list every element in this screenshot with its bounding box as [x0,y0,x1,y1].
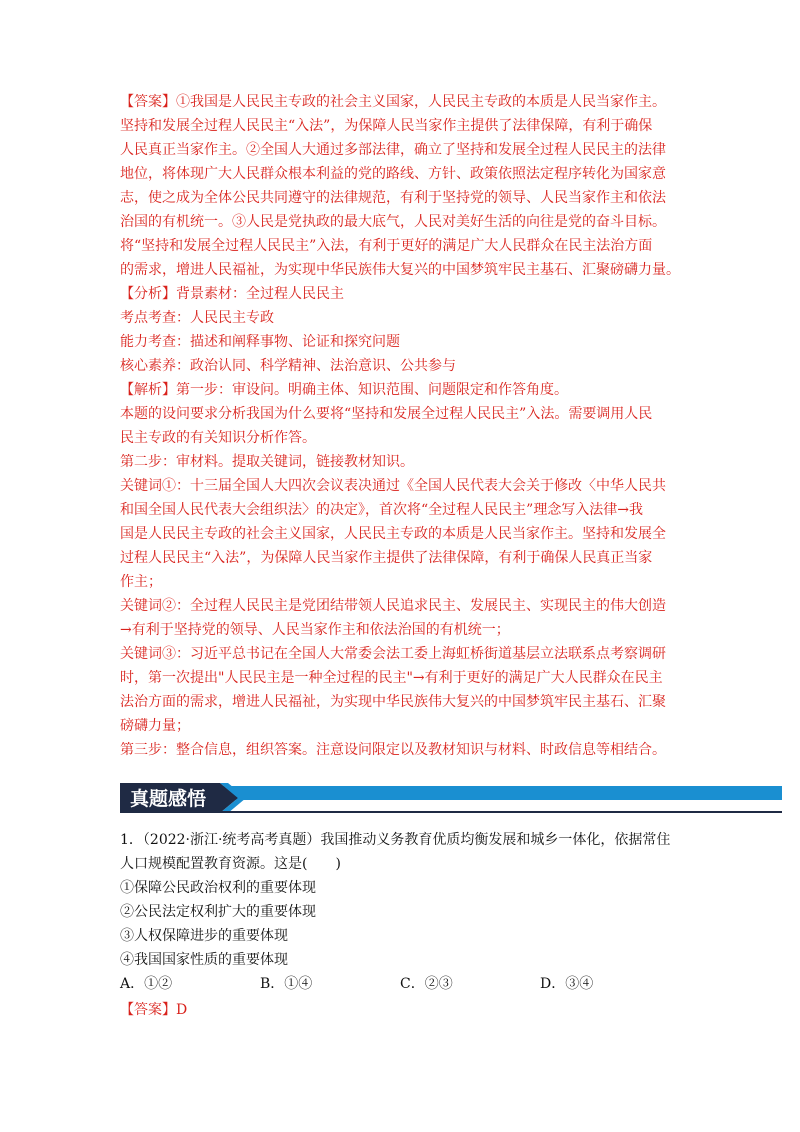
statement-item: ②公民法定权利扩大的重要体现 [120,904,316,920]
answer-line: 人民真正当家作主。②全国人大通过多部法律，确立了坚持和发展全过程人民民主的法律 [120,142,666,158]
explanation-line: 作主； [120,574,162,590]
options-row [120,972,700,996]
banner-title: 真题感悟 [130,788,207,810]
explanation-line: 法治方面的需求，增进人民福祉，为实现中华民族伟大复兴的中国梦筑牢民主基石、汇聚 [120,694,666,710]
question-stem-line: 1．（2022·浙江·统考高考真题）我国推动义务教育优质均衡发展和城乡一体化，依据常住 [120,832,671,848]
statement-item: ④我国国家性质的重要体现 [120,952,288,968]
banner-graphic [120,783,782,813]
analysis-line: 【分析】背景素材：全过程人民民主 [120,286,344,302]
explanation-line: 关键词②：全过程人民民主是党团结带领人民追求民主、发展民主、实现民主的伟大创造 [120,598,666,614]
explanation-line: →有利于坚持党的领导、人民当家作主和依法治国的有机统一； [120,622,510,638]
explanation-line: 关键词③：习近平总书记在全国人大常委会法工委上海虹桥街道基层立法联系点考察调研 [120,646,666,662]
question-1 [120,828,700,1022]
statement-item: ③人权保障进步的重要体现 [120,928,288,944]
explanation-line: 时，第一次提出"人民民主是一种全过程的民主"→有利于更好的满足广大人民群众在民主 [120,670,663,686]
option-c: C．②③ [400,976,453,992]
explanation-line: 民主专政的有关知识分析作答。 [120,430,316,446]
answer-line: 治国的有机统一。③人民是党执政的最大底气，人民对美好生活的向往是党的奋斗目标。 [120,214,666,230]
answer-line: 地位，将体现广大人民群众根本利益的党的路线、方针、政策依照法定程序转化为国家意 [120,166,666,182]
explanation-line: 关键词①：十三届全国人大四次会议表决通过《全国人民代表大会关于修改〈中华人民共 [120,478,666,494]
explanation-line: 国是人民民主专政的社会主义国家，人民民主专政的本质是人民当家作主。坚持和发展全 [120,526,666,542]
answer-line: 将“坚持和发展全过程人民民主”入法，有利于更好的满足广大人民群众在民主法治方面 [120,238,653,254]
analysis-line: 核心素养：政治认同、科学精神、法治意识、公共参与 [120,358,456,374]
option-a: A．①② [120,976,173,992]
answer-line: 的需求，增进人民福祉，为实现中华民族伟大复兴的中国梦筑牢民主基石、汇聚磅礴力量。 [120,262,680,278]
option-b: B．①④ [260,976,313,992]
explanation-line: 【解析】第一步：审设问。明确主体、知识范围、问题限定和作答角度。 [120,382,568,398]
analysis-block [120,282,700,378]
explanation-line: 和国全国人民代表大会组织法〉的决定》，首次将“全过程人民民主”理念写入法律→我 [120,502,644,518]
section-banner [120,783,782,813]
explanation-block [120,378,700,762]
question-stem-line: 人口规模配置教育资源。这是( ) [120,856,341,872]
explanation-line: 第二步：审材料。提取关键词，链接教材知识。 [120,454,414,470]
answer-block [120,90,700,282]
statement-item: ①保障公民政治权利的重要体现 [120,880,316,896]
explanation-line: 第三步：整合信息，组织答案。注意设问限定以及教材知识与材料、时政信息等相结合。 [120,742,666,758]
solution-section [120,90,700,762]
explanation-line: 过程人民民主“入法”，为保障人民当家作主提供了法律保障，有利于确保人民真正当家 [120,550,653,566]
question-answer: 【答案】D [120,1002,188,1018]
analysis-line: 能力考查：描述和阐释事物、论证和探究问题 [120,334,400,350]
answer-line: 【答案】①我国是人民民主专政的社会主义国家，人民民主专政的本质是人民当家作主。 [120,94,666,110]
explanation-line: 磅礴力量； [120,718,190,734]
answer-line: 坚持和发展全过程人民民主“入法”，为保障人民当家作主提供了法律保障，有利于确保 [120,118,653,134]
answer-line: 志，使之成为全体公民共同遵守的法律规范，有利于坚持党的领导、人民当家作主和依法 [120,190,666,206]
explanation-line: 本题的设问要求分析我国为什么要将“坚持和发展全过程人民民主”入法。需要调用人民 [120,406,653,422]
option-d: D．③④ [540,976,594,992]
analysis-line: 考点考查：人民民主专政 [120,310,274,326]
